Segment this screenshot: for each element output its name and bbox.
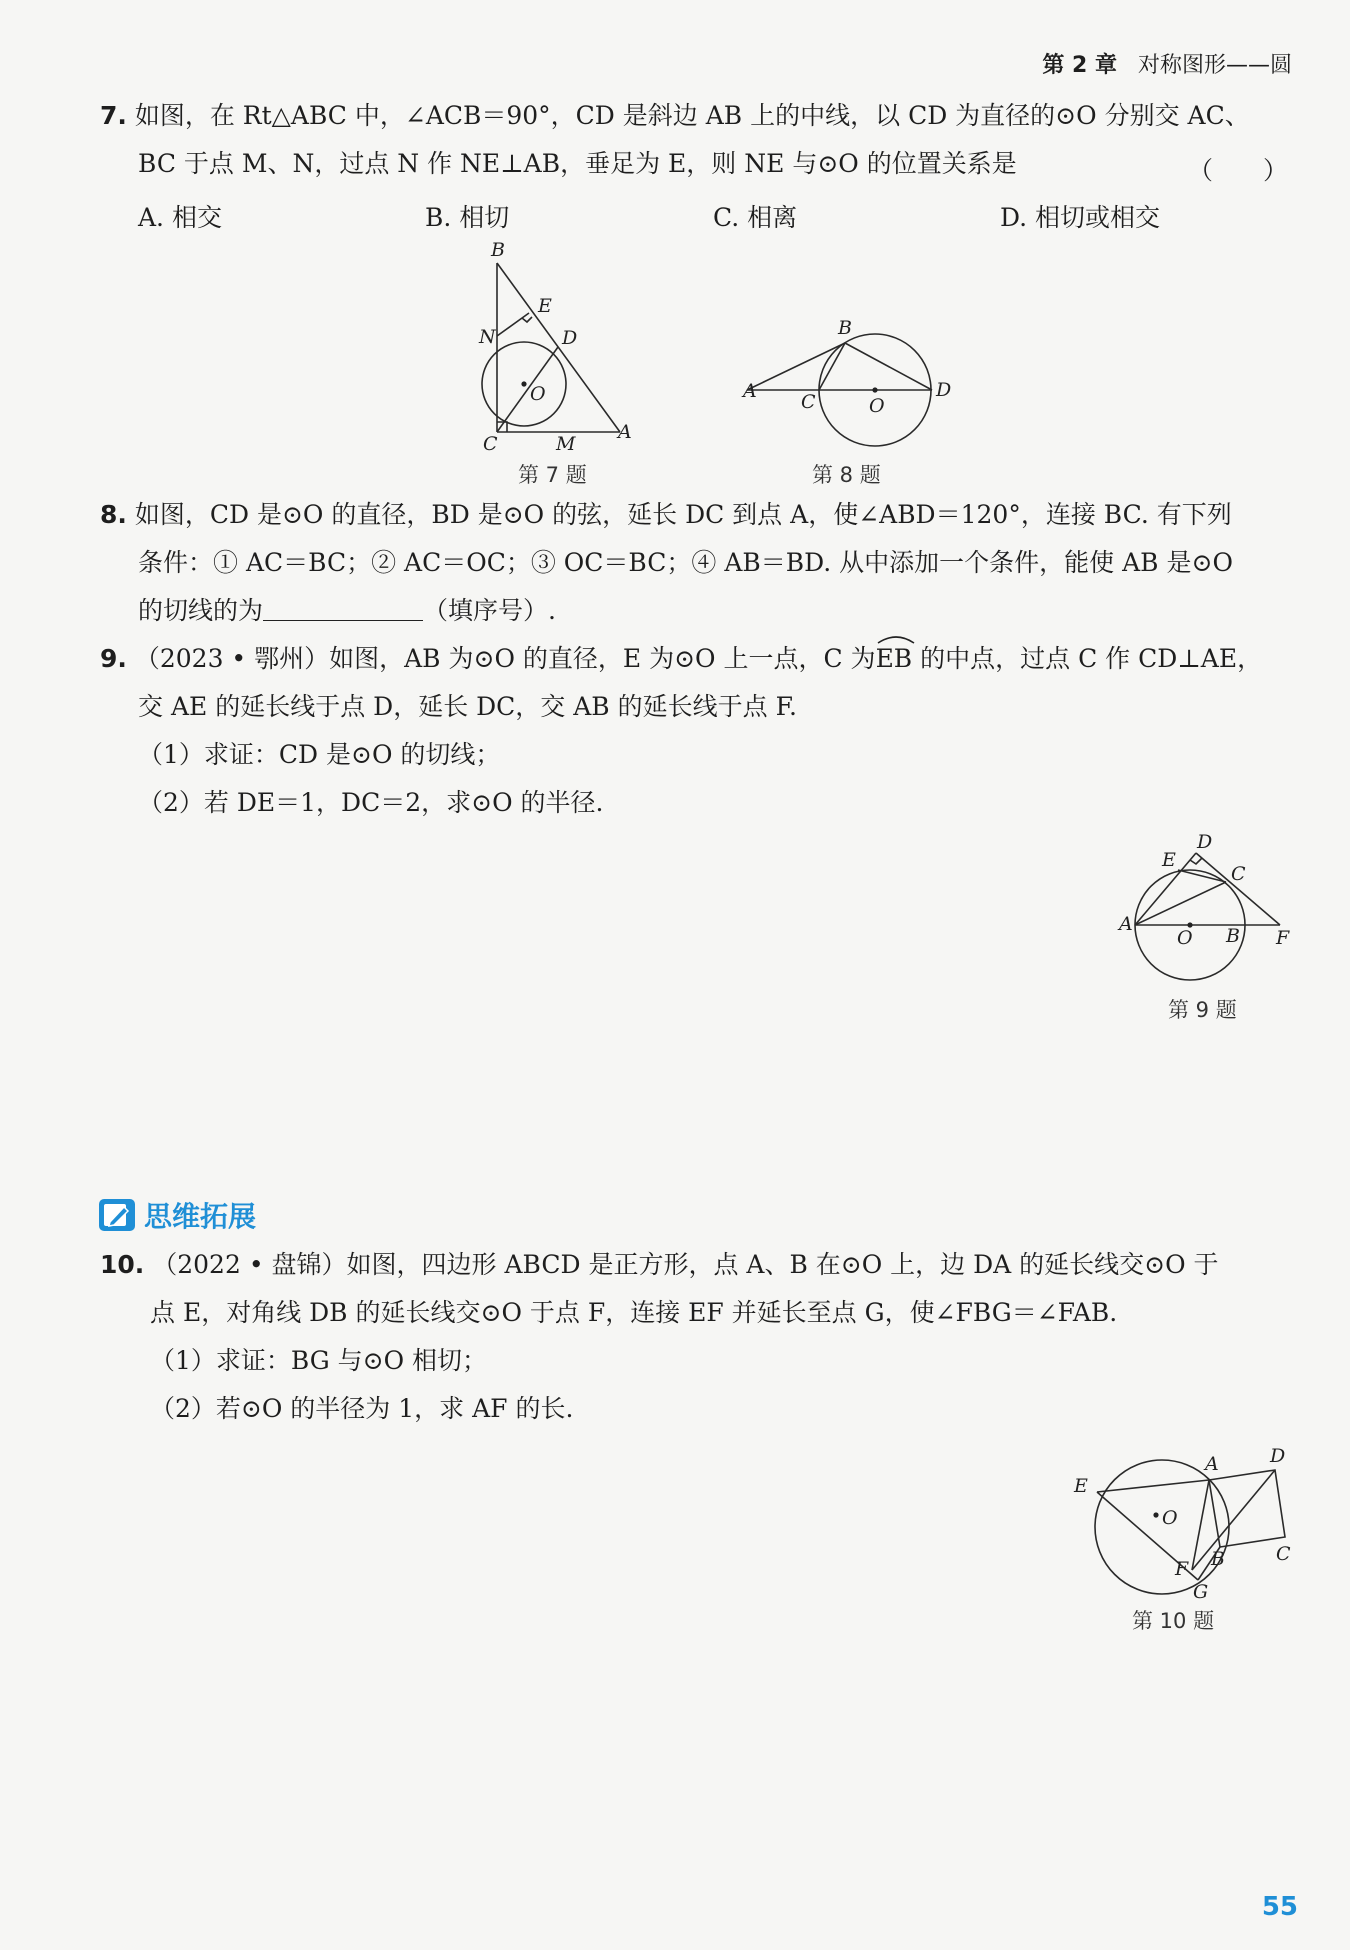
q7-number: 7. xyxy=(100,101,127,130)
q10-sub2 xyxy=(150,1396,573,1421)
arc-symbol-icon xyxy=(876,634,916,644)
q7-text-1: 如图，在 Rt△ABC 中，∠ACB＝90°，CD 是斜边 AB 上的中线，以 CD 为直径的⊙O 分别交 AC、 xyxy=(134,101,1250,130)
fig7-median-cd xyxy=(497,347,558,432)
q8-line3 xyxy=(138,598,556,623)
q10-sub1-text: （1）求证：BG 与⊙O 相切； xyxy=(150,1346,488,1375)
fig10-label-a: A xyxy=(1205,1453,1219,1475)
fig9-label-c: C xyxy=(1231,863,1246,885)
q10-sub1 xyxy=(150,1348,487,1373)
fig7-label-n: N xyxy=(479,326,496,348)
fig8-label-b: B xyxy=(838,317,852,339)
q9-sub2 xyxy=(138,790,603,815)
fig8-label-a: A xyxy=(743,380,757,402)
fig8-label-d: D xyxy=(936,379,952,401)
fig7-label-b: B xyxy=(491,239,505,261)
q8-line2 xyxy=(138,550,1233,575)
q8-text-2: 条件：① AC＝BC；② AC＝OC；③ OC＝BC；④ AB＝BD. 从中添加一个条件，能使 AB 是⊙O xyxy=(138,548,1233,577)
fig10-line-df xyxy=(1192,1470,1275,1570)
fig9-label-b: B xyxy=(1226,925,1240,947)
fig10-label-e: E xyxy=(1074,1475,1088,1497)
q9-arc-eb xyxy=(876,646,913,671)
q8-text-1: 如图，CD 是⊙O 的直径，BD 是⊙O 的弦，延长 DC 到点 A，使∠ABD＝120°，连接 BC. 有下列 xyxy=(134,500,1232,529)
q9-sub2-text: （2）若 DE＝1，DC＝2，求⊙O 的半径. xyxy=(138,788,604,817)
q9-text-2: 交 AE 的延长线于点 D，延长 DC，交 AB 的延长线于点 F. xyxy=(138,692,797,721)
figure-10-caption: 第 10 题 xyxy=(1132,1609,1215,1633)
q10-number: 10. xyxy=(100,1250,145,1279)
q7-answer-paren: （ ） xyxy=(1187,156,1288,185)
q10-line2 xyxy=(150,1300,1117,1325)
q7-text-2: BC 于点 M、N，过点 N 作 NE⊥AB，垂足为 E，则 NE 与⊙O 的位置关系是 xyxy=(138,149,1017,178)
fig10-label-d: D xyxy=(1270,1445,1286,1467)
fig8-label-o: O xyxy=(869,395,885,417)
page-number: 55 xyxy=(1261,1892,1298,1922)
q9-text-1-pre: （2023 • 鄂州）如图，AB 为⊙O 的直径，E 为⊙O 上一点，C 为 xyxy=(134,644,876,673)
q10-text-1: （2022 • 盘锦）如图，四边形 ABCD 是正方形，点 A、B 在⊙O 上，边 DA 的延长线交⊙O 于 xyxy=(152,1250,1219,1279)
fig9-label-d: D xyxy=(1197,831,1213,853)
fig10-center-dot xyxy=(1153,1512,1158,1517)
q8-text-3-pre: 的切线的为 xyxy=(138,596,264,625)
q9-line2 xyxy=(138,694,797,719)
q10-line1 xyxy=(100,1252,1219,1277)
fig10-line-af xyxy=(1192,1480,1209,1570)
q9-sub1-text: （1）求证：CD 是⊙O 的切线； xyxy=(138,740,501,769)
fig9-label-a: A xyxy=(1119,913,1133,935)
q9-arc-label: EB xyxy=(875,644,913,673)
figure-7-caption: 第 7 题 xyxy=(518,463,587,487)
q7-option-a: A. 相交 xyxy=(138,203,222,232)
q8-number: 8. xyxy=(100,500,127,529)
q7-option-b: B. 相切 xyxy=(425,203,510,232)
fig10-line-ea xyxy=(1097,1480,1209,1492)
q7-option-c: C. 相离 xyxy=(713,203,798,232)
q7-option-d: D. 相切或相交 xyxy=(1000,203,1161,232)
fig10-label-o: O xyxy=(1162,1507,1178,1529)
fig7-label-m: M xyxy=(556,433,576,455)
q7-line2 xyxy=(138,151,1017,176)
fig8-center-dot xyxy=(872,387,877,392)
fig7-label-d: D xyxy=(562,327,578,349)
fig10-label-f: F xyxy=(1175,1558,1189,1580)
fig8-label-c: C xyxy=(801,391,816,413)
fig7-label-c: C xyxy=(483,433,498,455)
fig9-label-e: E xyxy=(1162,849,1176,871)
q8-answer-blank[interactable] xyxy=(263,600,423,621)
q10-text-2: 点 E，对角线 DB 的延长线交⊙O 于点 F，连接 EF 并延长至点 G，使∠FBG＝∠FAB. xyxy=(150,1298,1118,1327)
q10-sub2-text: （2）若⊙O 的半径为 1，求 AF 的长. xyxy=(150,1394,574,1423)
q9-line1 xyxy=(100,646,1262,671)
fig9-label-o: O xyxy=(1177,927,1193,949)
figure-8 xyxy=(735,310,970,450)
fig8-line-ab xyxy=(747,343,845,390)
fig10-label-g: G xyxy=(1193,1581,1209,1603)
fig10-label-c: C xyxy=(1276,1543,1291,1565)
fig7-line-ne xyxy=(497,313,529,336)
figure-9 xyxy=(1110,830,1300,985)
running-header xyxy=(1042,48,1292,79)
chapter-title: 对称图形——圆 xyxy=(1137,53,1292,78)
section-title: 思维拓展 xyxy=(144,1200,257,1233)
pencil-note-icon xyxy=(98,1198,136,1232)
q9-number: 9. xyxy=(100,644,127,673)
fig7-label-e: E xyxy=(538,295,552,317)
fig9-label-f: F xyxy=(1276,927,1290,949)
fig7-label-o: O xyxy=(530,383,546,405)
q8-text-3-post: （填序号）. xyxy=(423,596,556,625)
figure-7 xyxy=(460,240,640,455)
q9-sub1 xyxy=(138,742,500,767)
fig10-label-b: B xyxy=(1211,1548,1225,1570)
figure-8-caption: 第 8 题 xyxy=(812,463,881,487)
figure-9-caption: 第 9 题 xyxy=(1168,998,1237,1022)
q7-line1 xyxy=(100,103,1250,128)
section-heading xyxy=(98,1195,256,1235)
fig8-chord-bd xyxy=(845,343,932,390)
fig7-label-a: A xyxy=(618,421,632,443)
chapter-number: 第 2 章 xyxy=(1042,53,1117,78)
q8-line1 xyxy=(100,502,1232,527)
fig7-center-dot xyxy=(521,381,526,386)
figure-10 xyxy=(1065,1440,1310,1603)
q9-text-1-post: 的中点，过点 C 作 CD⊥AE， xyxy=(912,644,1263,673)
